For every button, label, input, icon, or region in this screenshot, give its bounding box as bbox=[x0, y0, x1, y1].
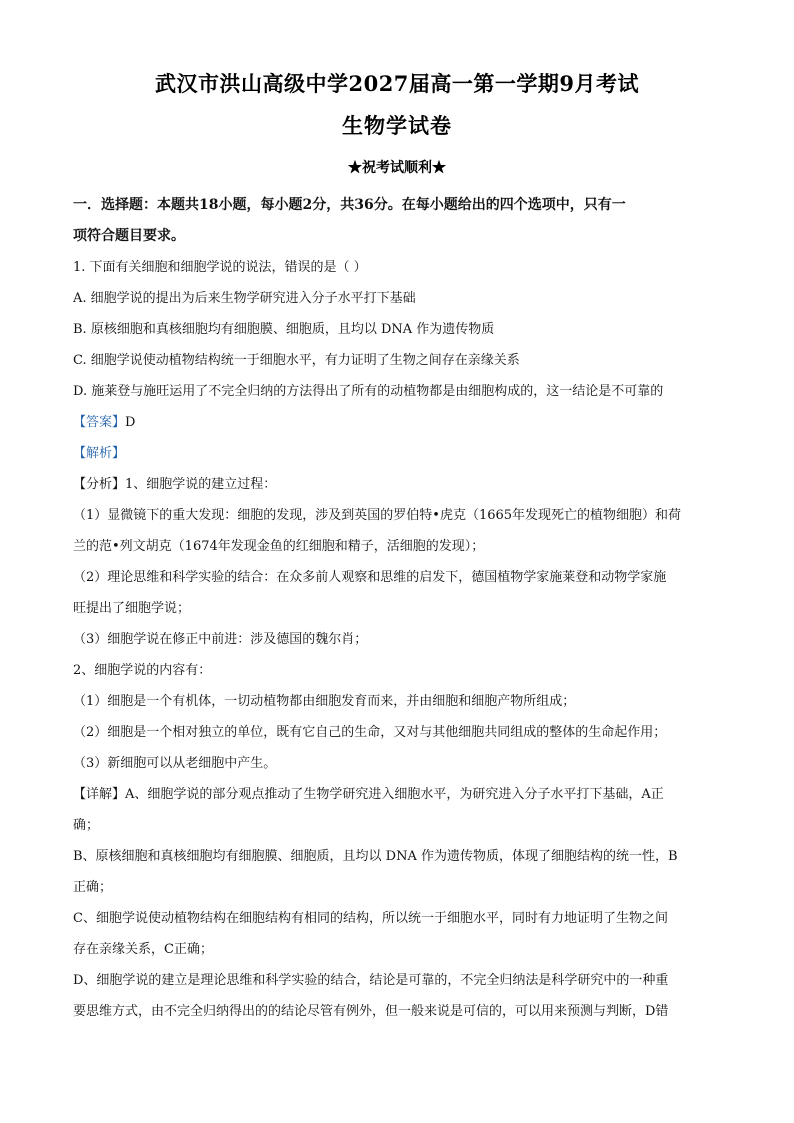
detail-line: 存在亲缘关系，C正确； bbox=[73, 942, 213, 957]
analysis-line: 2、细胞学说的内容有： bbox=[73, 663, 212, 678]
analysis-line: （3）细胞学说在修正中前进：涉及德国的魏尔肖； bbox=[73, 632, 368, 647]
detail-line: 要思维方式，由不完全归纳得出的的结论尽管有例外，但一般来说是可信的，可以用来预测与判断，D错 bbox=[73, 1004, 669, 1019]
answer-tag: 【答案】 bbox=[73, 415, 126, 430]
section-heading-line-2: 项符合题目要求。 bbox=[73, 228, 185, 244]
analysis-line: 旺提出了细胞学说； bbox=[73, 601, 191, 616]
analysis-heading bbox=[73, 438, 719, 469]
option-a: A. 细胞学说的提出为后来生物学研究进入分子水平打下基础 bbox=[73, 291, 416, 306]
document-body bbox=[73, 190, 719, 1027]
analysis-line: （2）细胞是一个相对独立的单位，既有它自己的生命，又对与其他细胞共同组成的整体的生命起作用； bbox=[73, 725, 667, 740]
fenxi-line bbox=[73, 469, 719, 500]
detail-first-text: A、细胞学说的部分观点推动了生物学研究进入细胞水平，为研究进入分子水平打下基础，A正 bbox=[125, 787, 664, 802]
detail-tag: 【详解】 bbox=[73, 787, 126, 802]
exam-subtitle: 生物学试卷 bbox=[342, 113, 452, 138]
fenxi-text: 1、细胞学说的建立过程： bbox=[125, 477, 277, 492]
detail-line: 正确； bbox=[73, 880, 113, 895]
analysis-line: （3）新细胞可以从老细胞中产生。 bbox=[73, 756, 277, 771]
section-heading-line-1: 一．选择题：本题共18小题，每小题2分，共36分。在每小题给出的四个选项中，只有一 bbox=[73, 197, 626, 213]
analysis-line: （1）显微镜下的重大发现：细胞的发现，涉及到英国的罗伯特•虎克（1665年发现死亡的植物细胞）和荷 bbox=[73, 508, 682, 523]
option-c: C. 细胞学说使动植物结构统一于细胞水平，有力证明了生物之间存在亲缘关系 bbox=[73, 353, 520, 368]
detail-line: D、细胞学说的建立是理论思维和科学实验的结合，结论是可靠的，不完全归纳法是科学研究中的一种重 bbox=[73, 973, 669, 988]
detail-first-line bbox=[73, 779, 719, 810]
blessing-text: ★祝考试顺利★ bbox=[348, 160, 446, 176]
answer-value: D bbox=[125, 415, 136, 430]
exam-title: 武汉市洪山高级中学2027届高一第一学期9月考试 bbox=[154, 71, 640, 96]
detail-line: 确； bbox=[73, 818, 100, 833]
analysis-line: （1）细胞是一个有机体，一切动植物都由细胞发育而来，并由细胞和细胞产物所组成； bbox=[73, 694, 576, 709]
analysis-line: 兰的范•列文胡克（1674年发现金鱼的红细胞和精子，活细胞的发现）； bbox=[73, 539, 485, 554]
detail-line: C、细胞学说使动植物结构在细胞结构有相同的结构，所以统一于细胞水平，同时有力地证明了生物之间 bbox=[73, 911, 668, 926]
option-b: B. 原核细胞和真核细胞均有细胞膜、细胞质，且均以 DNA 作为遗传物质 bbox=[73, 322, 495, 337]
answer-line bbox=[73, 407, 719, 438]
detail-line: B、原核细胞和真核细胞均有细胞膜、细胞质，且均以 DNA 作为遗传物质，体现了细胞结构的统一性，B bbox=[73, 849, 678, 864]
question-stem: 1. 下面有关细胞和细胞学说的说法，错误的是（ ） bbox=[73, 260, 367, 275]
analysis-line: （2）理论思维和科学实验的结合：在众多前人观察和思维的启发下，德国植物学家施莱登和动物学家施 bbox=[73, 570, 667, 585]
fenxi-tag: 【分析】 bbox=[73, 477, 126, 492]
analysis-tag: 【解析】 bbox=[73, 446, 126, 461]
option-d: D. 施莱登与施旺运用了不完全归纳的方法得出了所有的动植物都是由细胞构成的，这一结论是不可靠的 bbox=[73, 384, 664, 399]
